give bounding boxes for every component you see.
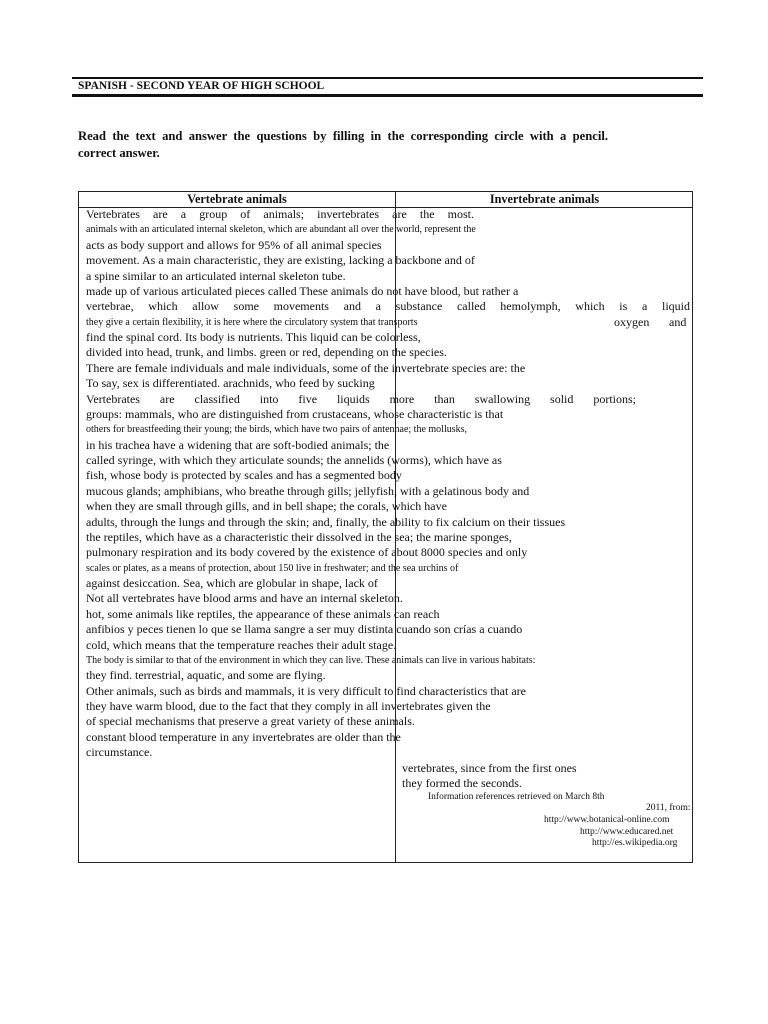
text-line: they have warm blood, due to the fact that they comply in all invertebrates given the xyxy=(86,699,491,713)
reference-link[interactable]: http://www.educared.net xyxy=(580,827,674,837)
text-line: they find. terrestrial, aquatic, and some are flying. xyxy=(86,668,326,683)
text-line: when they are small through gills, and in bell shape; the corals, which have xyxy=(86,499,447,514)
text-line: To say, sex is differentiated. arachnids, who feed by sucking xyxy=(86,376,375,391)
text-line: they formed the seconds. xyxy=(402,775,522,790)
text-line-content: they give a certain flexibility, it is here where the circulatory system that transports xyxy=(86,316,418,328)
text-line: mucous glands; amphibians, who breathe through gills; jellyfish, with a gelatinous body and xyxy=(86,483,530,498)
header-top-rule xyxy=(72,77,703,79)
col-heading-invertebrates: Invertebrate animals xyxy=(489,192,600,206)
reference-note: Information references retrieved on March 8th xyxy=(428,792,605,802)
instructions-line-2: correct answer. xyxy=(78,146,160,160)
text-line: movement. As a main characteristic, they are existing, lacking a backbone and of xyxy=(86,253,475,268)
reference-link[interactable]: http://es.wikipedia.org xyxy=(592,838,678,848)
references-block xyxy=(428,791,604,804)
text-line: hot, some animals like reptiles, the appearance of these animals can reach xyxy=(86,606,440,621)
floating-word-oxygen: oxygen xyxy=(614,314,650,329)
text-line: Other animals, such as birds and mammals, it is very difficult to find characteristics that are xyxy=(86,683,526,698)
floating-word-and: and xyxy=(669,314,687,329)
page-title: SPANISH - SECOND YEAR OF HIGH SCHOOL xyxy=(78,80,325,92)
text-line: anfibios y peces tienen lo que se llama sangre a ser muy distinta cuando son crías a cuando xyxy=(86,622,523,637)
text-line: scales or plates, as a means of protection, about 150 live in freshwater; and the sea urchins of xyxy=(86,562,459,574)
text-line: animals with an articulated internal skeleton, which are abundant all over the world, represent the xyxy=(86,224,476,236)
col-heading-vertebrates: Vertebrate animals xyxy=(187,192,287,206)
header-bottom-rule xyxy=(72,94,703,97)
text-line: divided into head, trunk, and limbs. green or red, depending on the species. xyxy=(86,345,447,360)
text-line: made up of various articulated pieces called These animals do not have blood, but rather a xyxy=(86,283,519,298)
text-line: the reptiles, which have as a characteristic their dissolved in the sea; the marine sponges, xyxy=(86,529,512,544)
text-line: Vertebrates are a group of animals; invertebrates are the most. xyxy=(86,207,474,221)
text-line: cold, which means that the temperature reaches their adult stage. xyxy=(86,637,397,652)
instructions-line-1: Read the text and answer the questions by filling in the corresponding circle with a pencil. xyxy=(78,129,608,143)
text-line: others for breastfeeding their young; the birds, which have two pairs of antennae; the mollusks, xyxy=(86,424,468,436)
text-line: acts as body support and allows for 95% of all animal species xyxy=(86,237,382,252)
text-line: The body is similar to that of the environment in which they can live. These animals can live in various habitats: xyxy=(86,654,536,666)
text-line: circumstance. xyxy=(86,745,153,760)
table-body-text xyxy=(86,207,690,791)
text-line: adults, through the lungs and through the skin; and, finally, the ability to fix calcium on their tissues xyxy=(86,514,566,529)
text-line: groups: mammals, who are distinguished from crustaceans, whose characteristic is that xyxy=(86,406,504,421)
text-line: fish, whose body is protected by scales and has a segmented body xyxy=(86,468,402,483)
text-line: constant blood temperature in any invertebrates are older than the xyxy=(86,729,401,744)
text-line: Not all vertebrates have blood arms and have an internal skeleton. xyxy=(86,591,403,606)
text-line: called syringe, with which they articulate sounds; the annelids (worms), which have as xyxy=(86,453,502,467)
text-line: in his trachea have a widening that are soft-bodied animals; the xyxy=(86,437,390,452)
reference-link[interactable]: http://www.botanical-online.com xyxy=(544,815,670,825)
text-line: pulmonary respiration and its body covered by the existence of about 8000 species and only xyxy=(86,545,528,560)
text-line: of special mechanisms that preserve a great variety of these animals. xyxy=(86,714,415,729)
text-line: a spine similar to an articulated internal skeleton tube. xyxy=(86,268,346,283)
text-line: vertebrae, which allow some movements and a substance called hemolymph, which is a liquid xyxy=(86,299,690,314)
text-line: vertebrates, since from the first ones xyxy=(402,760,577,775)
text-line xyxy=(86,315,690,330)
text-line: against desiccation. Sea, which are globular in shape, lack of xyxy=(86,576,378,590)
reference-date: 2011, from: xyxy=(646,803,691,813)
text-line: There are female individuals and male individuals, some of the invertebrate species are: the xyxy=(86,360,526,375)
text-line: Vertebrates are classified into five liquids more than swallowing solid portions; xyxy=(86,391,636,406)
text-line: find the spinal cord. Its body is nutrients. This liquid can be colorless, xyxy=(86,330,421,344)
instructions xyxy=(78,128,608,162)
